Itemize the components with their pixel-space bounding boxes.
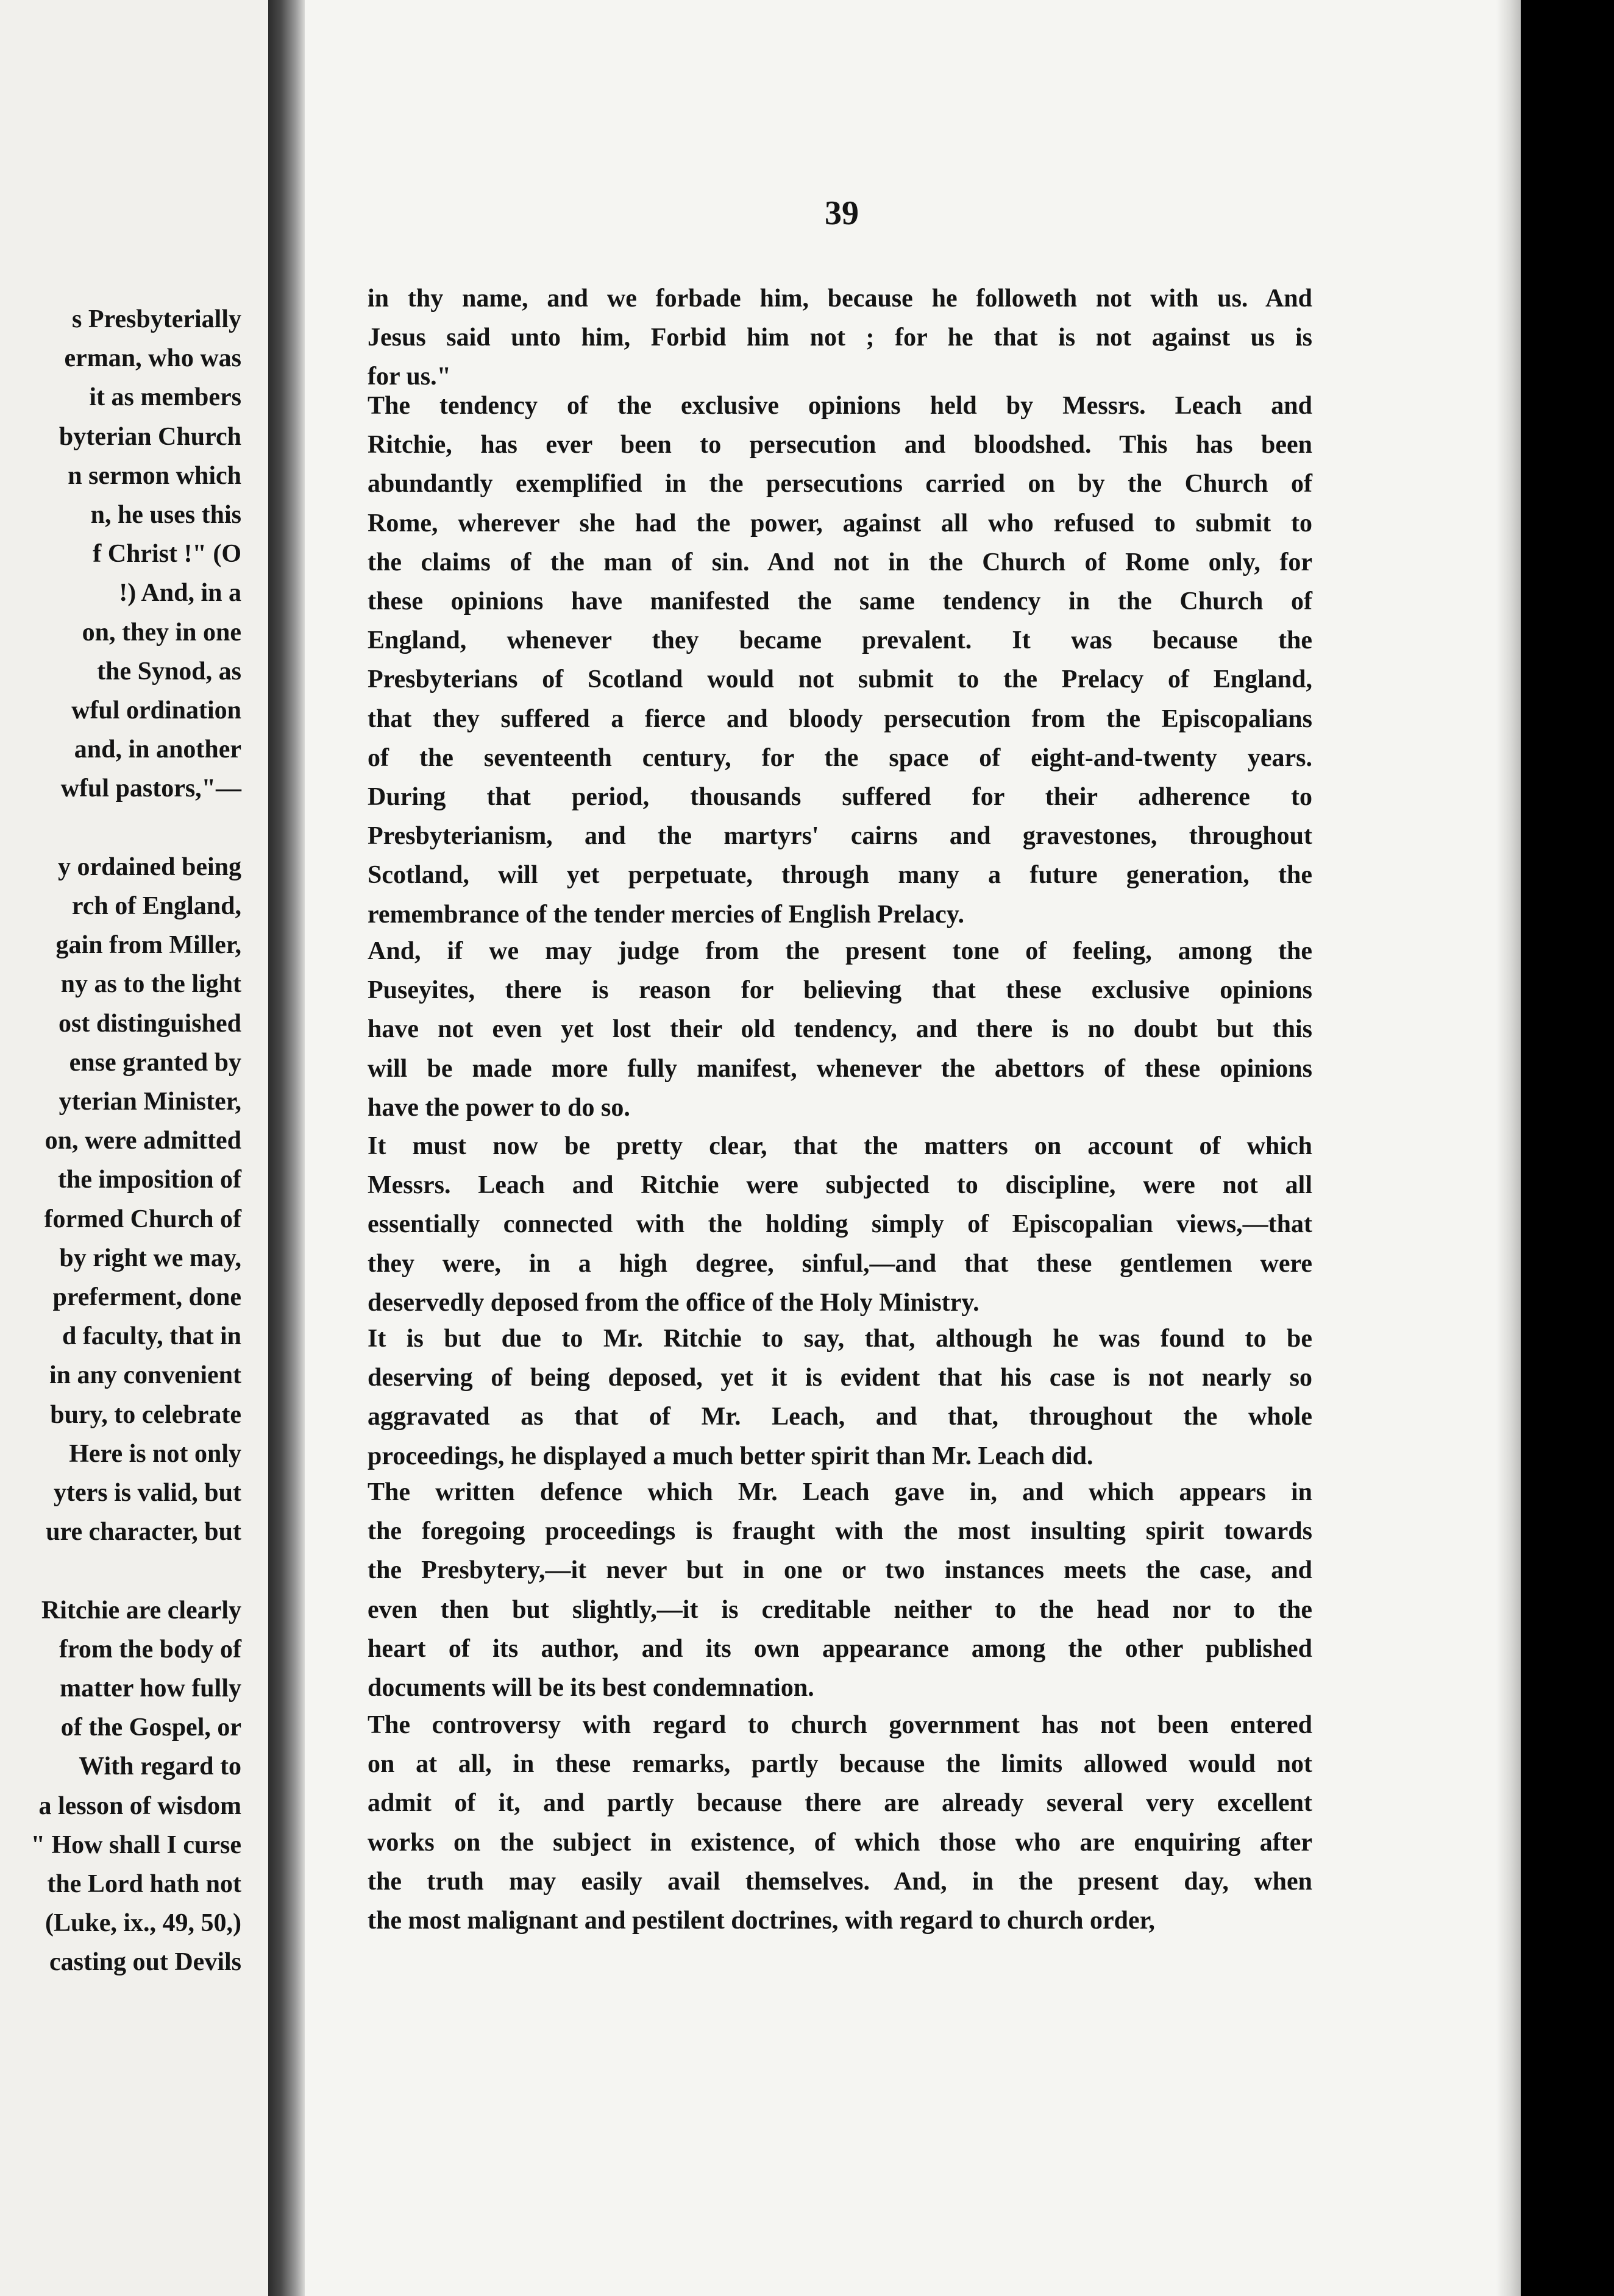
left-page-line: formed Church of — [44, 1205, 241, 1233]
text-line: they were, in a high degree, sinful,—and that these gentlemen were — [368, 1249, 1312, 1278]
left-page-line: byterian Church — [59, 422, 241, 451]
text-line: have the power to do so. — [368, 1093, 630, 1122]
text-line: deserving of being deposed, yet it is evident that his case is not nearly so — [368, 1364, 1312, 1392]
text-line: will be made more fully manifest, whenever the abettors of these opinions — [368, 1054, 1312, 1083]
text-line: deservedly deposed from the office of the Holy Ministry. — [368, 1288, 979, 1317]
left-page-line: d faculty, that in — [62, 1322, 241, 1351]
left-page-line: by right we may, — [59, 1244, 241, 1272]
left-page-line: n sermon which — [68, 461, 241, 490]
text-line: works on the subject in existence, of which those who are enquiring after — [368, 1828, 1312, 1857]
text-line: the claims of the man of sin. And not in the Church of Rome only, for — [368, 548, 1312, 576]
left-page-line: ny as to the light — [60, 970, 241, 999]
text-line: of the seventeenth century, for the space of eight-and-twenty years. — [368, 743, 1312, 772]
text-line: the foregoing proceedings is fraught with the most insulting spirit towards — [368, 1517, 1312, 1546]
left-page-line: and, in another — [74, 735, 241, 764]
left-page-line: (Luke, ix., 49, 50,) — [44, 1909, 241, 1938]
text-line: heart of its author, and its own appearance among the other published — [368, 1634, 1312, 1663]
text-line: documents will be its best condemnation. — [368, 1674, 814, 1703]
left-page-line: preferment, done — [52, 1283, 241, 1311]
text-line: Jesus said unto him, Forbid him not ; for he that is not against us is — [368, 324, 1312, 352]
text-line: in thy name, and we forbade him, because he followeth not with us. And — [368, 285, 1312, 313]
text-line: the most malignant and pestilent doctrines, with regard to church order, — [368, 1907, 1155, 1935]
text-line: the truth may easily avail themselves. And, in the present day, when — [368, 1867, 1312, 1896]
left-page-line: of the Gospel, or — [60, 1713, 241, 1742]
paragraph — [368, 279, 1312, 397]
left-page-line: casting out Devils — [49, 1948, 241, 1977]
paragraph — [368, 1473, 1312, 1707]
left-page-line: erman, who was — [64, 344, 241, 373]
left-page-line: matter how fully — [60, 1674, 241, 1703]
text-line: have not even yet lost their old tendency, and there is no doubt but this — [368, 1015, 1312, 1044]
text-line: Messrs. Leach and Ritchie were subjected to discipline, were not all — [368, 1171, 1312, 1200]
text-line: proceedings, he displayed a much better spirit than Mr. Leach did. — [368, 1442, 1093, 1470]
left-page-line: rch of England, — [71, 892, 241, 920]
text-line: England, whenever they became prevalent. It was because the — [368, 626, 1312, 655]
text-line: aggravated as that of Mr. Leach, and that, throughout the whole — [368, 1403, 1312, 1431]
left-page-line: from the body of — [59, 1635, 241, 1664]
text-line: essentially connected with the holding simply of Episcopalian views,—that — [368, 1210, 1312, 1239]
text-line: the Presbytery,—it never but in one or two instances meets the case, and — [368, 1556, 1312, 1585]
left-page-line: bury, to celebrate — [50, 1400, 241, 1429]
text-line: Ritchie, has ever been to persecution and bloodshed. This has been — [368, 431, 1312, 459]
left-page-line: on, were admitted — [44, 1127, 241, 1155]
text-line: It must now be pretty clear, that the matters on account of which — [368, 1132, 1312, 1160]
text-line: Rome, wherever she had the power, against all who refused to submit to — [368, 509, 1312, 537]
text-line: It is but due to Mr. Ritchie to say, that, although he was found to be — [368, 1325, 1312, 1353]
left-page-line: wful ordination — [71, 696, 241, 725]
left-page-line: ense granted by — [69, 1048, 241, 1077]
text-line: remembrance of the tender mercies of English Prelacy. — [368, 900, 965, 929]
left-page-line: !) And, in a — [119, 579, 241, 608]
text-line: The controversy with regard to church government has not been entered — [368, 1711, 1312, 1739]
text-line: During that period, thousands suffered for their adherence to — [368, 783, 1312, 812]
left-page-line: it as members — [89, 383, 241, 412]
page-edge — [1496, 0, 1521, 2296]
left-page-line: yters is valid, but — [53, 1479, 241, 1507]
text-line: even then but slightly,—it is creditable neither to the head nor to the — [368, 1595, 1312, 1624]
left-page-fragment — [0, 0, 272, 2296]
left-page-line: the Synod, as — [97, 657, 241, 686]
left-page-line: yterian Minister, — [59, 1088, 241, 1116]
left-page-line: " How shall I curse — [30, 1830, 241, 1859]
text-line: these opinions have manifested the same tendency in the Church of — [368, 587, 1312, 616]
page-number: 39 — [825, 194, 859, 232]
left-page-line: ure character, but — [46, 1518, 241, 1547]
text-line: Presbyterians of Scotland would not submit to the Prelacy of England, — [368, 665, 1312, 694]
paragraph — [368, 1706, 1312, 1940]
text-line: Scotland, will yet perpetuate, through many a future generation, the — [368, 861, 1312, 890]
text-line: The written defence which Mr. Leach gave in, and which appears in — [368, 1478, 1312, 1506]
left-page-line: on, they in one — [82, 618, 241, 647]
text-line: for us." — [368, 363, 451, 391]
left-page-line: in any convenient — [49, 1361, 241, 1390]
left-page-line: gain from Miller, — [55, 931, 241, 960]
left-page-line: s Presbyterially — [71, 305, 241, 333]
left-page-line: a lesson of wisdom — [38, 1791, 241, 1820]
paragraph — [368, 386, 1312, 934]
left-page-line: wful pastors,"— — [60, 774, 241, 803]
text-line: that they suffered a fierce and bloody persecution from the Episcopalians — [368, 704, 1312, 733]
text-line: admit of it, and partly because there are already several very excellent — [368, 1789, 1312, 1818]
left-page-line: f Christ !" (O — [93, 540, 241, 569]
paragraph — [368, 1127, 1312, 1322]
paragraph — [368, 932, 1312, 1127]
left-page-line: With regard to — [79, 1752, 241, 1781]
book-gutter — [268, 0, 305, 2296]
text-line: abundantly exemplified in the persecutions carried on by the Church of — [368, 470, 1312, 498]
left-page-line: Here is not only — [69, 1439, 241, 1468]
text-line: And, if we may judge from the present tone of feeling, among the — [368, 937, 1312, 965]
paragraph — [368, 1319, 1312, 1476]
left-page-line: ost distinguished — [59, 1009, 241, 1038]
left-page-line: n, he uses this — [90, 501, 241, 529]
left-page-line: the imposition of — [57, 1166, 241, 1194]
text-line: Presbyterianism, and the martyrs' cairns and gravestones, throughout — [368, 822, 1312, 851]
left-page-line: y ordained being — [57, 852, 241, 881]
text-line: The tendency of the exclusive opinions held by Messrs. Leach and — [368, 392, 1312, 420]
text-line: Puseyites, there is reason for believing that these exclusive opinions — [368, 976, 1312, 1005]
left-page-line: Ritchie are clearly — [41, 1596, 241, 1625]
left-page-line: the Lord hath not — [47, 1870, 241, 1898]
text-line: on at all, in these remarks, partly because the limits allowed would not — [368, 1750, 1312, 1779]
